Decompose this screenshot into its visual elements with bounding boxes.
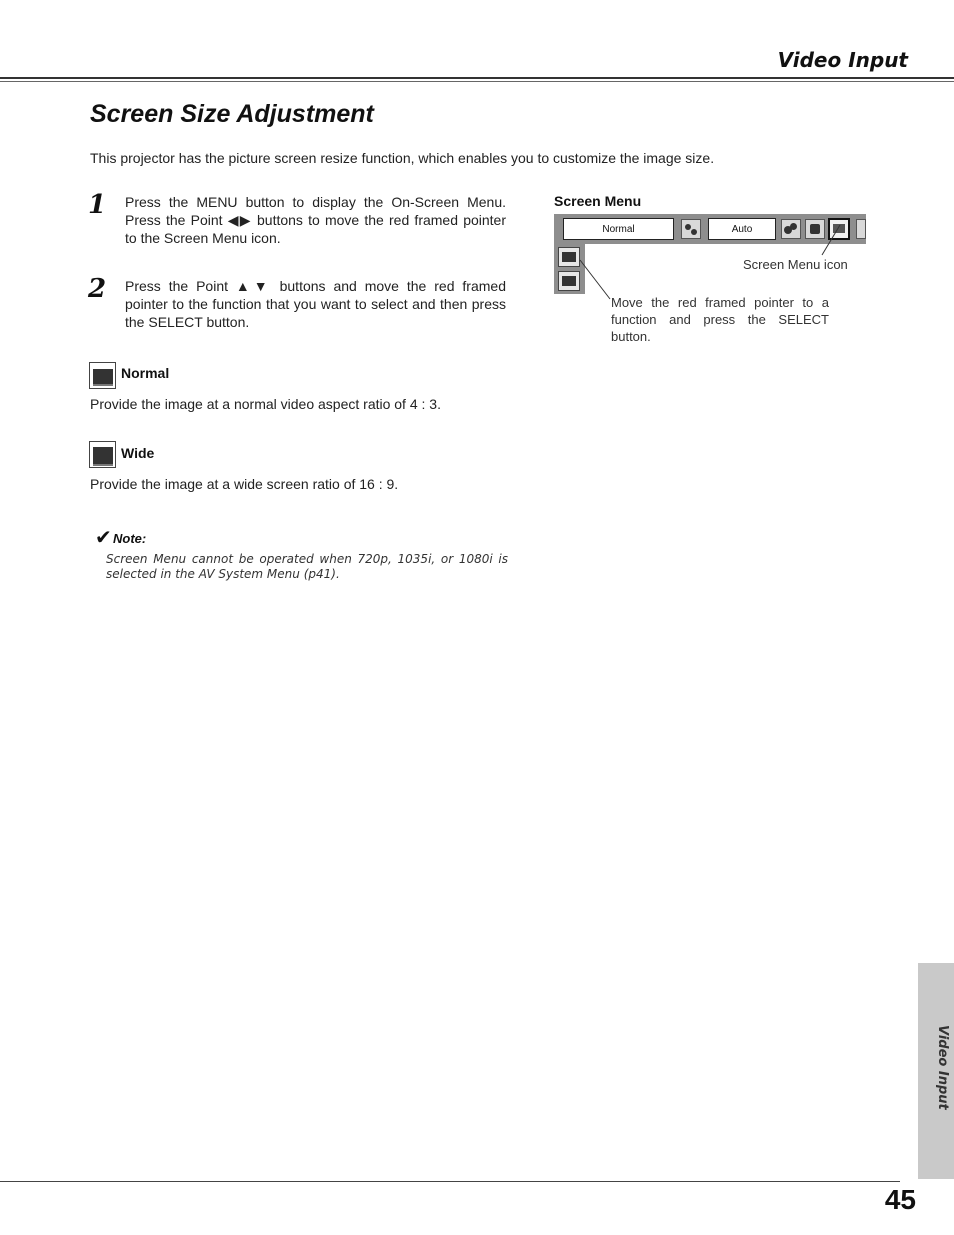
header-rule xyxy=(0,77,954,79)
callout-line xyxy=(580,260,610,299)
menu-value-box: Auto xyxy=(708,218,776,240)
mode-description-wide: Provide the image at a wide screen ratio of 16 : 9. xyxy=(90,476,399,492)
note-text: Screen Menu cannot be operated when 720p, 1035i, or 1080i is selected in the AV System Menu (p41). xyxy=(106,552,508,581)
step-number: 2 xyxy=(88,274,107,304)
normal-screen-icon xyxy=(89,362,116,389)
wide-screen-icon xyxy=(89,441,116,468)
callout-screen-menu-icon: Screen Menu icon xyxy=(743,257,848,272)
diagram-label: Screen Menu xyxy=(554,193,642,209)
step-text: Press the Point ▲▼ buttons and move the red framed pointer to the function that you want to select and then press the SELECT button. xyxy=(125,278,506,330)
mode-label-normal: Normal xyxy=(121,365,170,381)
step-text: Press the MENU button to display the On-Screen Menu. Press the Point ◀▶ buttons to move the red framed pointer to the Screen Menu icon. xyxy=(125,194,506,246)
footer-rule xyxy=(0,1181,900,1182)
side-tab-label: Video Input xyxy=(935,1025,950,1110)
intro-paragraph: This projector has the picture screen resize function, which enables you to customize the image size. xyxy=(90,150,715,166)
side-tab xyxy=(918,963,954,1179)
section-header-title: Video Input xyxy=(777,48,908,72)
step-number: 1 xyxy=(88,190,107,220)
page-title: Screen Size Adjustment xyxy=(90,100,374,128)
page-number: 45 xyxy=(884,1184,916,1215)
menu-value-box: Normal xyxy=(563,218,674,240)
note-label: Note: xyxy=(113,531,147,546)
mode-label-wide: Wide xyxy=(121,445,155,461)
callout-pointer-instruction: Move the red framed pointer to a function and press the SELECT button. xyxy=(611,295,829,344)
header-rule-thin xyxy=(0,81,954,82)
callout-line xyxy=(822,225,840,255)
checkmark-icon: ✔ xyxy=(95,527,112,549)
mode-description-normal: Provide the image at a normal video aspect ratio of 4 : 3. xyxy=(90,396,441,412)
